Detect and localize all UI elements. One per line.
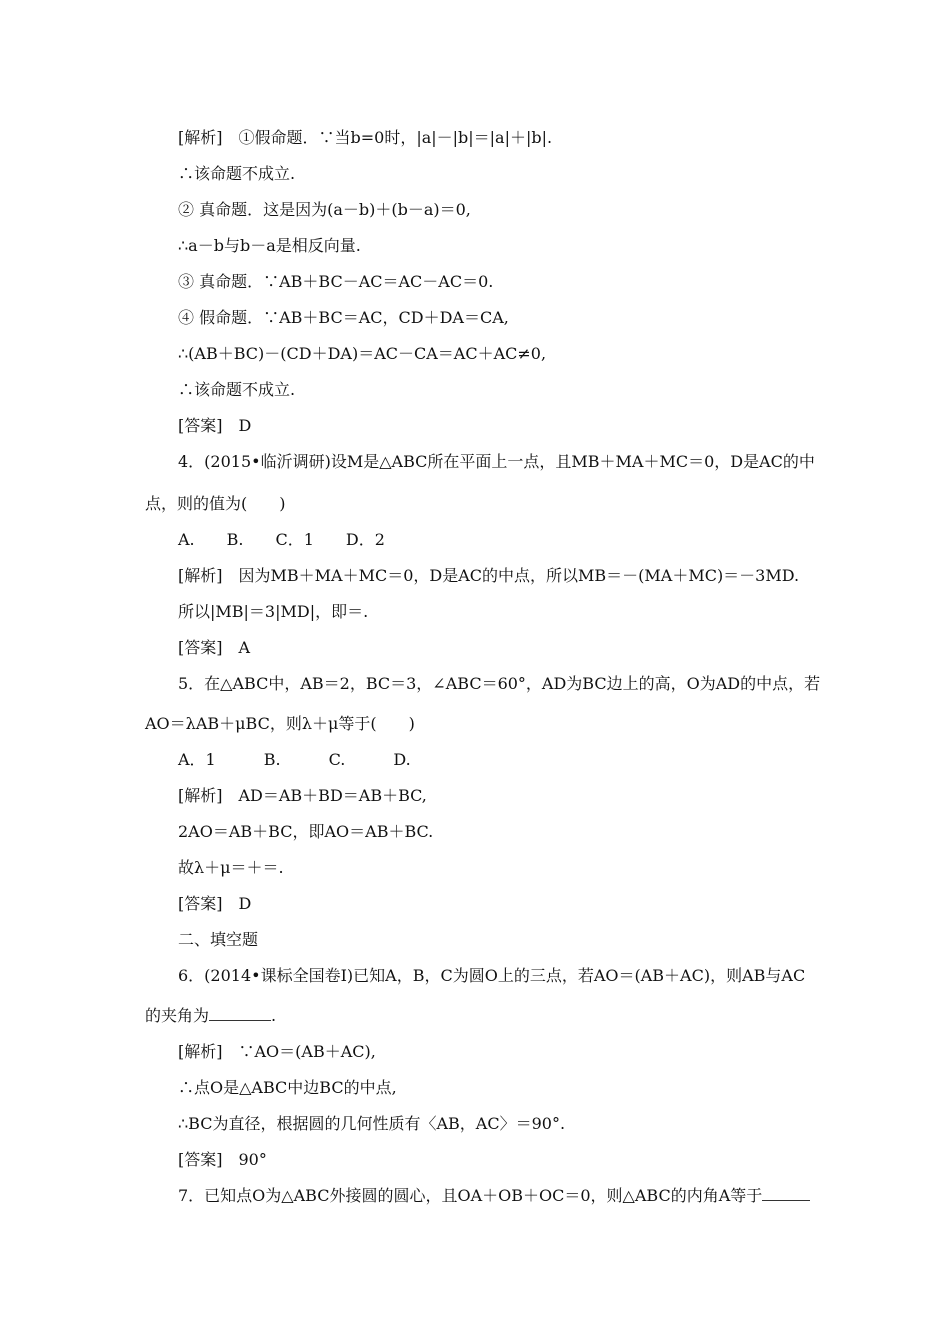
analysis-q6-result: ∴BC为直径，根据圆的几何性质有〈AB，AC〉＝90°.	[178, 1114, 566, 1133]
question-6-end: .	[271, 1006, 277, 1025]
answer-q6: [答案] 90°	[178, 1150, 267, 1169]
analysis-q4-cont: 所以|MB|＝3|MD|，即＝.	[178, 602, 369, 621]
question-6: 6．(2014•课标全国卷Ⅰ)已知A，B，C为圆O上的三点，若AO＝(AB＋AC)，则AB与AC	[178, 966, 806, 985]
answer-line-1: [答案] D	[178, 416, 252, 435]
analysis-q5-result: 故λ＋μ＝＋＝.	[178, 858, 284, 877]
question-6-cont	[145, 1006, 276, 1026]
text-line-7: ∴(AB＋BC)－(CD＋DA)＝AC－CA＝AC＋AC≠0,	[178, 344, 547, 363]
question-7	[178, 1186, 810, 1206]
question-5-cont: AO＝λAB＋μBC，则λ＋μ等于( )	[145, 714, 415, 733]
text-line-2: ∴该命题不成立.	[178, 164, 296, 183]
section-heading: 二、填空题	[178, 930, 259, 949]
answer-q4: [答案] A	[178, 638, 251, 657]
analysis-q5-cont: 2AO＝AB＋BC，即AO＝AB＋BC.	[178, 822, 434, 841]
analysis-q6-cont: ∴点O是△ABC中边BC的中点,	[178, 1078, 397, 1097]
question-5-options: A．1 B. C. D.	[178, 750, 411, 769]
question-6-text: 的夹角为	[145, 1006, 210, 1025]
question-7-text: 7．已知点O为△ABC外接圆的圆心，且OA＋OB＋OC＝0，则△ABC的内角A等于	[178, 1186, 763, 1205]
answer-blank	[209, 1006, 271, 1021]
text-line-5: ③ 真命题．∵AB＋BC－AC＝AC－AC＝0.	[178, 272, 494, 291]
question-4-options: A. B. C．1 D．2	[178, 530, 385, 549]
question-5: 5．在△ABC中，AB＝2，BC＝3，∠ABC＝60°，AD为BC边上的高，O为AD的中点，若	[178, 674, 821, 693]
analysis-line-1: [解析] ①假命题．∵当b=0时，|a|－|b|＝|a|＋|b|.	[178, 128, 553, 147]
question-4-cont: 点，则的值为( )	[145, 494, 286, 513]
analysis-q4: [解析] 因为MB＋MA＋MC＝0，D是AC的中点，所以MB＝－(MA＋MC)＝－3MD.	[178, 566, 800, 585]
text-line-4: ∴a－b与b－a是相反向量.	[178, 236, 361, 255]
answer-q5: [答案] D	[178, 894, 252, 913]
text-line-3: ② 真命题．这是因为(a－b)＋(b－a)＝0,	[178, 200, 471, 219]
question-4: 4．(2015•临沂调研)设M是△ABC所在平面上一点，且MB＋MA＋MC＝0，D是AC的中	[178, 452, 815, 471]
text-line-6: ④ 假命题．∵AB＋BC＝AC，CD＋DA＝CA,	[178, 308, 509, 327]
text-line-8: ∴该命题不成立.	[178, 380, 296, 399]
analysis-q5: [解析] AD＝AB＋BD＝AB＋BC,	[178, 786, 427, 805]
answer-blank-q7	[762, 1186, 810, 1201]
analysis-q6: [解析] ∵AO＝(AB＋AC),	[178, 1042, 376, 1061]
